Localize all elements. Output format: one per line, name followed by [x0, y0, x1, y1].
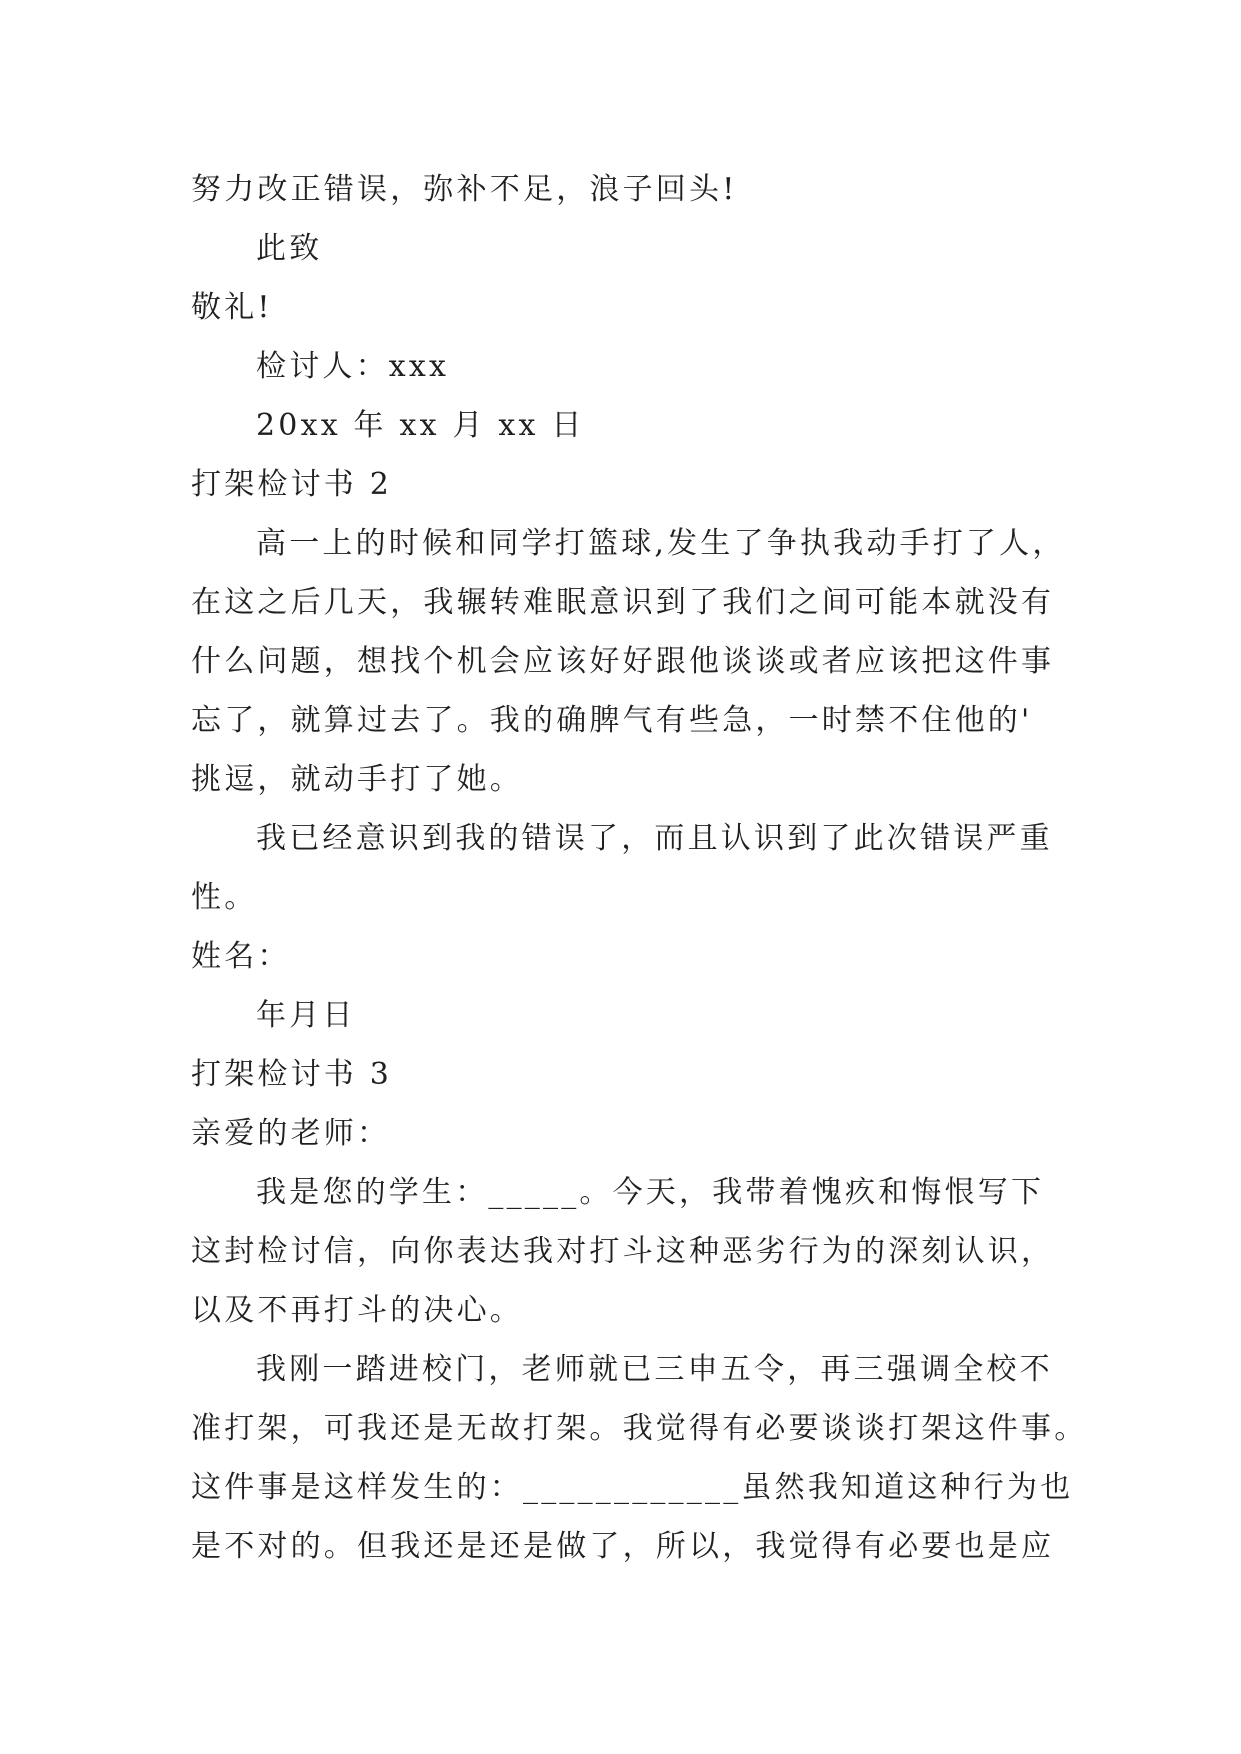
- text-line: 准打架，可我还是无故打架。我觉得有必要谈谈打架这件事。: [191, 1411, 1088, 1446]
- text-line: 性。: [191, 880, 258, 915]
- text-line: 这封检讨信，向你表达我对打斗这种恶劣行为的深刻认识，: [191, 1234, 1055, 1269]
- text-line: 检讨人：xxx: [256, 349, 450, 384]
- text-line: 20xx 年 xx 月 xx 日: [256, 408, 585, 443]
- text-line: 打架检讨书 3: [191, 1057, 393, 1092]
- document-body: [191, 160, 1088, 1576]
- text-line: 是不对的。但我还是还是做了，所以，我觉得有必要也是应: [191, 1529, 1055, 1564]
- text-line: 以及不再打斗的决心。: [191, 1293, 523, 1328]
- text-line: 努力改正错误，弥补不足，浪子回头!: [191, 172, 738, 207]
- text-line: 姓名：: [191, 939, 291, 974]
- text-line: 我是您的学生：_____。今天，我带着愧疚和悔恨写下: [256, 1175, 1045, 1210]
- text-line: 挑逗，就动手打了她。: [191, 762, 523, 797]
- text-line: 亲爱的老师：: [191, 1116, 391, 1151]
- text-line: 敬礼!: [191, 290, 273, 325]
- text-line: 什么问题，想找个机会应该好好跟他谈谈或者应该把这件事: [191, 644, 1055, 679]
- text-line: 在这之后几天，我辗转难眠意识到了我们之间可能本就没有: [191, 585, 1055, 620]
- text-line: 我刚一踏进校门，老师就已三申五令，再三强调全校不: [256, 1352, 1053, 1387]
- text-line: 我已经意识到我的错误了，而且认识到了此次错误严重: [256, 821, 1053, 856]
- text-line: 此致: [256, 231, 323, 266]
- text-line: 打架检讨书 2: [191, 467, 393, 502]
- text-line: 忘了，就算过去了。我的确脾气有些急，一时禁不住他的': [191, 703, 1033, 738]
- text-line: 年月日: [256, 998, 356, 1033]
- text-line: 高一上的时候和同学打篮球,发生了争执我动手打了人，: [256, 526, 1066, 561]
- text-line: 这件事是这样发生的：____________虽然我知道这种行为也: [191, 1470, 1074, 1505]
